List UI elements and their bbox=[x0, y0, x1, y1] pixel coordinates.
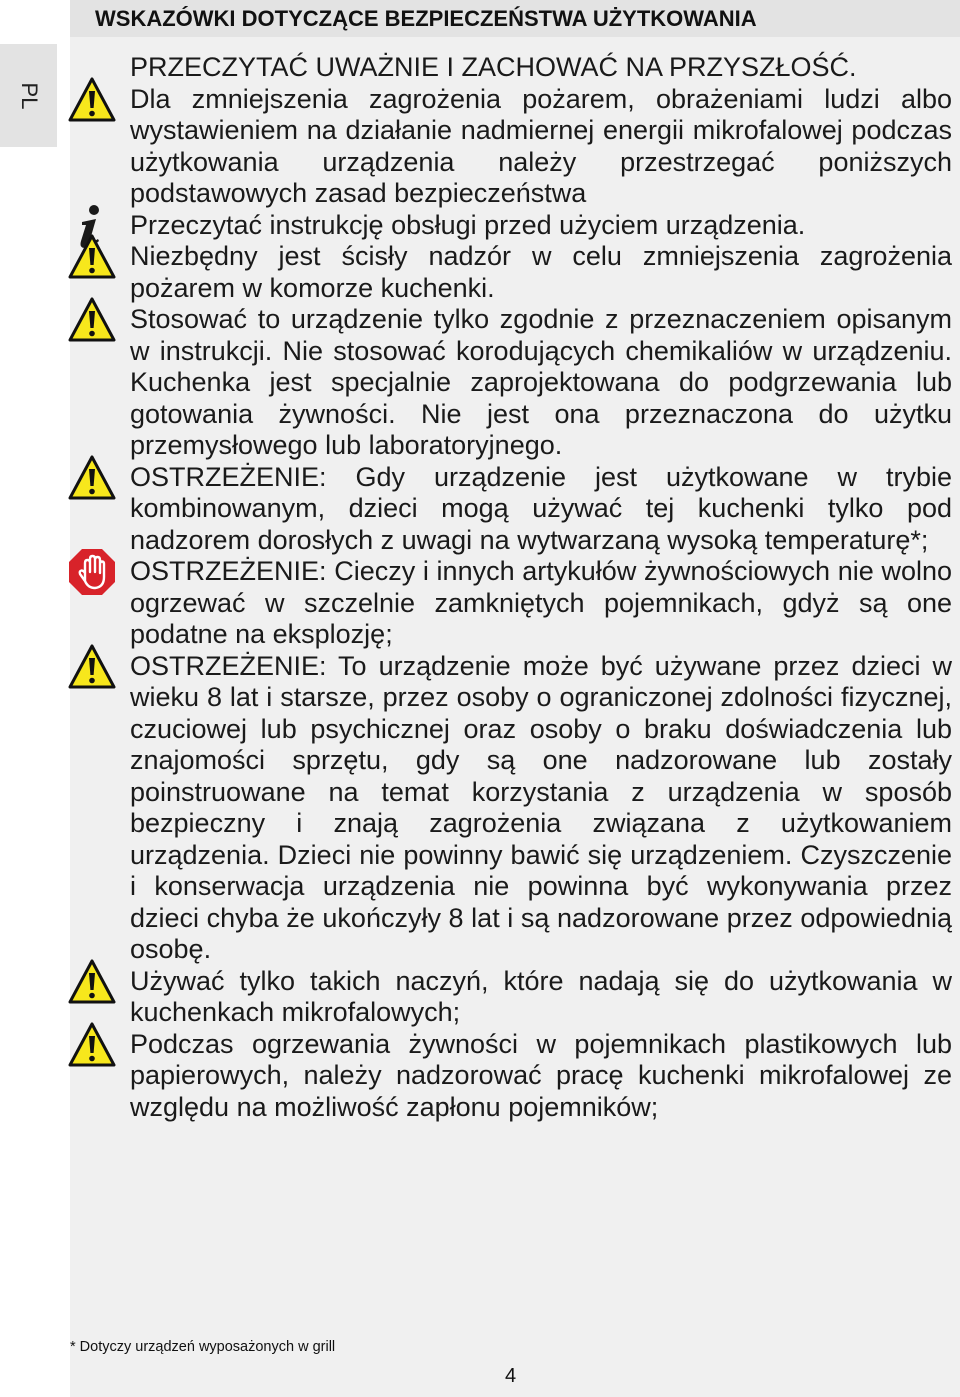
paragraph-suitable-utensils: Używać tylko takich naczyń, które nadają się do użytkowania w kuchenkach mikrofalowych; bbox=[130, 966, 952, 1029]
safety-instructions bbox=[130, 52, 952, 1123]
header-title: WSKAZÓWKI DOTYCZĄCE BEZPIECZEŃSTWA UŻYTKOWANIA bbox=[95, 6, 757, 31]
paragraph-sealed-containers-warning: OSTRZEŻENIE: Cieczy i innych artykułów żywnościowych nie wolno ogrzewać w szczelnie zamkniętych pojemnikach, gdyż są one podatne na eksplozję; bbox=[130, 556, 952, 651]
warning-icon bbox=[68, 76, 116, 124]
paragraph-fire-risk-intro: Dla zmniejszenia zagrożenia pożarem, obrażeniami ludzi albo wystawieniem na działanie nadmiernej energii mikrofalowej podczas użytkowania urządzenia należy przestrzegać poniższych podstawowych zasad bezpieczeństwa bbox=[130, 84, 952, 210]
warning-icon bbox=[68, 454, 116, 502]
stop-hand-icon bbox=[68, 548, 116, 596]
warning-icon bbox=[68, 233, 116, 281]
warning-icon bbox=[68, 1021, 116, 1069]
warning-icon bbox=[68, 296, 116, 344]
page-number: 4 bbox=[505, 1365, 517, 1387]
paragraph-plastic-paper-containers: Podczas ogrzewania żywności w pojemnikach plastikowych lub papierowych, należy nadzorować pracę kuchenki mikrofalowej ze względu na możliwość zapłonu pojemników; bbox=[130, 1029, 952, 1124]
paragraph-children-warning: OSTRZEŻENIE: To urządzenie może być używane przez dzieci w wieku 8 lat i starsze, przez osoby o ograniczonej zdolności fizycznej, czuciowej lub psychicznej oraz osoby o braku doświadczenia lub znajomości sprzętu, gdy są one nadzorowane lub zostały poinstruowane na temat korzystania z urządzenia w sposób bezpieczny i znają zagrożenia związana z użytkowaniem urządzenia. Dzieci nie powinny bawić się urządzeniem. Czyszczenie i konserwacja urządzenia nie powinna być wykonywania przez dzieci chyba że ukończyły 8 lat i są nadzorowane przez odpowiednią osobę. bbox=[130, 651, 952, 966]
language-label: PL bbox=[16, 82, 42, 109]
paragraph-combination-mode-warning: OSTRZEŻENIE: Gdy urządzenie jest użytkowane w trybie kombinowanym, dzieci mogą używać tej kuchenki tylko pod nadzorem dorosłych z uwagi na wytwarzaną wysoką temperaturę*; bbox=[130, 462, 952, 557]
paragraph-read-manual: Przeczytać instrukcję obsługi przed użyciem urządzenia. bbox=[130, 210, 952, 242]
paragraph-read-and-keep: PRZECZYTAĆ UWAŻNIE I ZACHOWAĆ NA PRZYSZŁOŚĆ. bbox=[130, 52, 857, 82]
footnote: * Dotyczy urządzeń wyposażonych w grill bbox=[70, 1339, 336, 1355]
warning-icon bbox=[68, 958, 116, 1006]
paragraph-intended-use: Stosować to urządzenie tylko zgodnie z przeznaczeniem opisanym w instrukcji. Nie stosować korodujących chemikaliów w urządzeniu. Kuchenka jest specjalnie zaprojektowana do podgrzewania lub gotowania żywności. Nie jest ona przeznaczona do użytku przemysłowego lub laboratoryjnego. bbox=[130, 304, 952, 462]
warning-icon bbox=[68, 643, 116, 691]
paragraph-supervision: Niezbędny jest ścisły nadzór w celu zmniejszenia zagrożenia pożarem w komorze kuchenki. bbox=[130, 241, 952, 304]
section-header bbox=[70, 0, 960, 37]
language-tab bbox=[0, 44, 57, 147]
